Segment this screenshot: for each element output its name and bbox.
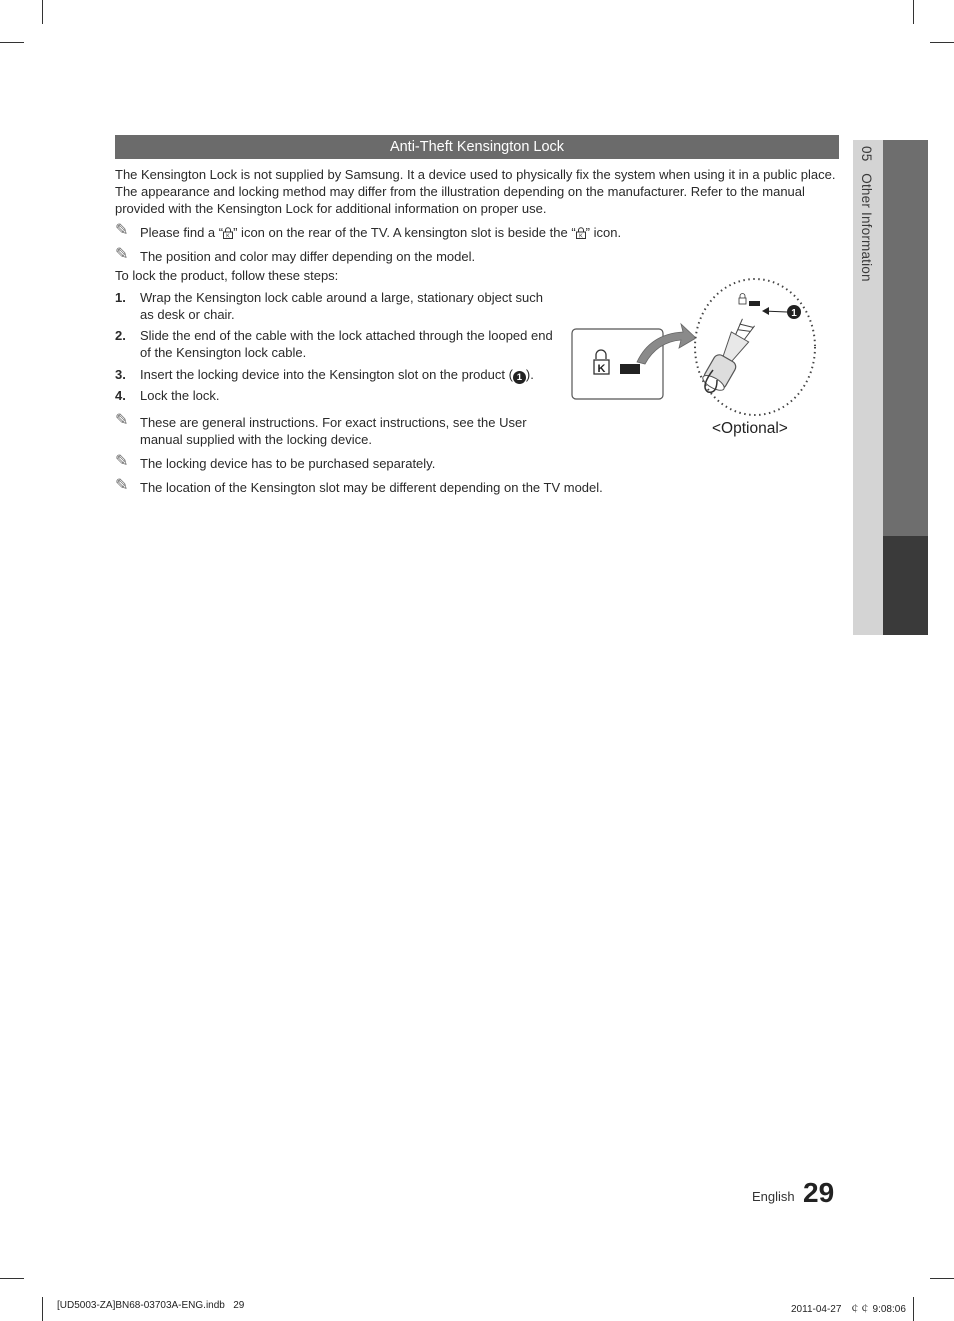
- note-general: ✎ These are general instructions. For exact instructions, see the User manual supplied with the locking device.: [115, 412, 527, 447]
- step-item: 2. Slide the end of the cable with the lock attached through the looped end of the Kensington lock cable.: [115, 328, 553, 360]
- kensington-slot: [620, 364, 640, 374]
- intro-paragraph: The Kensington Lock is not supplied by Samsung. It a device used to physically fix the system when using it in a public place. The appearance and locking method may differ from the illustration depending on the manufacturer. Refer to the manual provided with the Kensington Lock for additional information on proper use.: [115, 167, 836, 216]
- pencil-note-icon: ✎: [115, 222, 129, 239]
- crop-mark: [913, 0, 914, 24]
- steps-intro: To lock the product, follow these steps:: [115, 268, 339, 283]
- step-item: 3. Insert the locking device into the Kensington slot on the product ( 1 ).: [115, 367, 534, 383]
- chapter-tab-darker: [883, 536, 928, 635]
- crop-mark: [0, 42, 24, 43]
- kensington-slot: [749, 301, 760, 306]
- k-letter: K: [597, 363, 606, 375]
- chapter-tab-dark: [883, 140, 928, 536]
- section-title: Anti-Theft Kensington Lock: [115, 135, 839, 159]
- pencil-note-icon: ✎: [115, 412, 129, 429]
- pencil-note-icon: ✎: [115, 246, 129, 263]
- crop-mark: [930, 42, 954, 43]
- crop-mark: [0, 1278, 24, 1279]
- crop-mark: [913, 1297, 914, 1321]
- zoom-circle: [695, 279, 815, 415]
- svg-text:K: K: [578, 233, 583, 239]
- note-purchase: ✎ The locking device has to be purchased separately.: [115, 453, 436, 471]
- note-find-icon: ✎ Please find a “ K ” icon on the rear of the TV. A kensington slot is beside the “ K ” icon.: [115, 222, 622, 240]
- svg-text:1: 1: [791, 308, 797, 319]
- crop-mark: [42, 1297, 43, 1321]
- chapter-label: 05 Other Information: [859, 146, 874, 282]
- crop-mark: [42, 0, 43, 24]
- kensington-lock-icon: [576, 227, 586, 239]
- kensington-lock-icon: [223, 227, 233, 239]
- crop-mark: [930, 1278, 954, 1279]
- note-position-color: ✎ The position and color may differ depending on the model.: [115, 246, 476, 264]
- step-item: 1. Wrap the Kensington lock cable around a large, stationary object such as desk or chair.: [115, 290, 543, 322]
- pencil-note-icon: ✎: [115, 453, 129, 470]
- kensington-lock-illustration: [565, 272, 835, 422]
- callout-marker: 1: [513, 371, 526, 384]
- step-item: 4. Lock the lock.: [115, 388, 220, 403]
- timestamp: 2011-04-27 ￠￠ 9:08:06: [791, 1304, 906, 1315]
- pencil-note-icon: ✎: [115, 477, 129, 494]
- file-info: [UD5003-ZA]BN68-03703A-ENG.indb 29: [57, 1300, 245, 1311]
- language-label: English: [752, 1189, 795, 1204]
- page-number: 29: [803, 1177, 835, 1208]
- note-location: ✎ The location of the Kensington slot may be different depending on the TV model.: [115, 477, 603, 495]
- svg-text:K: K: [226, 233, 230, 239]
- optional-label: <Optional>: [712, 420, 788, 437]
